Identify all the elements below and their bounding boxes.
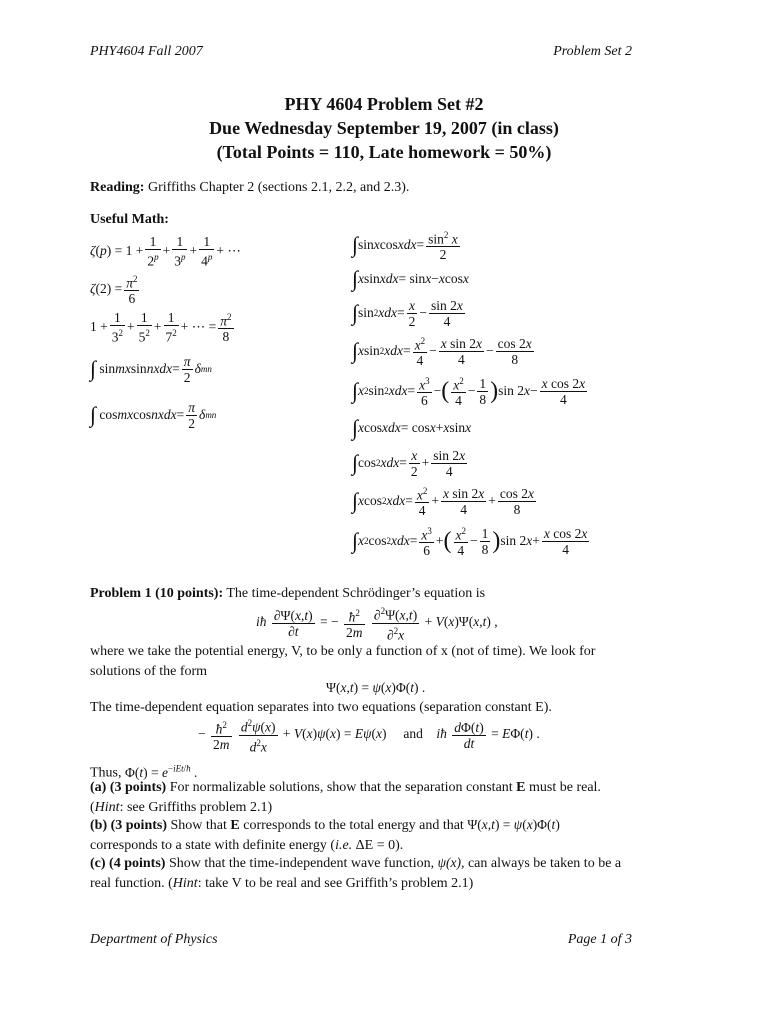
useful-math-label: Useful Math: — [90, 212, 169, 227]
page-title — [0, 92, 768, 164]
footer-right: Page 1 of 3 — [567, 932, 632, 947]
integral-x-sin: ∫ x sin xdx = sin x − x cos x — [352, 266, 469, 291]
formula-odd-sum: 1 + $\frac{1}{3^2}$ + $\frac{1}{5^2}$ + $\frac{1}{7^2}$ + ⋯ = $\frac{\pi^2}{8}$ — [90, 309, 232, 345]
part-c-text: Show that the time-independent wave function, — [165, 856, 438, 871]
integral-cos2: ∫ cos 2 xdx = $\frac{x}{2}$ + $\frac{\sin 2x}{4}$ — [352, 447, 466, 479]
formula-int-sin-sin: ∫ sin mx sin nxdx = $\frac{\pi}{2}$ δ mn — [90, 353, 212, 385]
formula-zeta-2: ζ (2) = $\frac{\pi^2}{6}$ — [90, 273, 138, 307]
problem-1-para-2: The time-dependent equation separates into two equations (separation constant E). — [90, 700, 552, 715]
part-b-equation: Ψ(x,t) = ψ(x)Φ(t) — [467, 817, 560, 832]
part-b-line-1 — [90, 815, 690, 836]
part-b — [90, 815, 690, 856]
para-1-line-1: where we take the potential energy, V, to be only a function of x (not of time). We look for — [90, 644, 596, 659]
math-right-column — [352, 226, 591, 562]
problem-1-intro-text: The time-dependent Schrödinger’s equation is — [223, 586, 486, 601]
problem-1-para-1 — [90, 642, 690, 682]
part-a-label: (a) (3 points) — [90, 780, 167, 795]
integral-sin-cos: ∫ sin x cos xdx = $\frac{\sin^2 x}{2}$ — [352, 229, 458, 263]
reading-label: Reading: — [90, 180, 145, 195]
part-c — [90, 853, 710, 894]
thus-prefix: Thus, — [90, 765, 125, 781]
schrodinger-equation: iħ $\frac{\partial\Psi(x,t)}{\partial t}$ = − $\frac{ħ^2}{2m}$ $\frac{\partial^2\Psi(x,t)}{\partial^2x}$ + V(x)Ψ(x,t) , — [256, 606, 498, 642]
formula-zeta-p: ζ ( p ) = 1 + $\frac{1}{2^p}$ + $\frac{1}{3^p}$ + $\frac{1}{4^p}$ + ⋯ — [90, 233, 241, 269]
header-right: Problem Set 2 — [553, 44, 632, 59]
math-left-column — [90, 232, 241, 438]
part-c-line-1 — [90, 853, 710, 874]
integral-x2-sin2: ∫ x 2 sin 2 xdx = $\frac{x^3}{6}$ − ( $\frac{x^2}{4}$ − $\frac{1}{8}$ ) sin 2 x − $\frac{\text{x cos 2x}}{4}$ — [352, 375, 586, 409]
integral-sin2: ∫ sin 2 xdx = $\frac{x}{2}$ − $\frac{\sin 2x}{4}$ — [352, 297, 463, 329]
part-a-text-2: must be real. — [525, 780, 601, 795]
part-c-equation: ψ(x) — [437, 855, 461, 870]
integral-x-sin2: ∫ x sin 2 xdx = $\frac{x^2}{4}$ − $\frac{\text{x sin 2x}}{4}$ − $\frac{\cos 2x}{8}$ — [352, 335, 532, 369]
integral-x-cos2: ∫ x cos 2 xdx = $\frac{x^2}{4}$ + $\frac{\text{x sin 2x}}{4}$ + $\frac{\cos 2x}{8}$ — [352, 485, 535, 519]
formula-int-cos-cos: ∫ cos mx cos nxdx = $\frac{\pi}{2}$ δ mn — [90, 399, 217, 431]
part-a-hint: (Hint: see Griffiths problem 2.1) — [90, 800, 273, 815]
reading-line — [90, 178, 409, 198]
part-a — [90, 778, 690, 818]
part-b-label: (b) (3 points) — [90, 818, 168, 833]
part-a-line-1 — [90, 778, 690, 798]
separated-equations: − $\frac{ħ^2}{2m}$ $\frac{d^2\psi(x)}{d^2x}$ + V(x)ψ(x) = Eψ(x) and iħ $\frac{d\Phi(t)}{dt}$ = EΦ(t) . — [198, 718, 540, 754]
problem-1-intro — [90, 584, 690, 604]
title-line-1: PHY 4604 Problem Set #2 — [284, 94, 484, 114]
integral-x2-cos2: ∫ x 2 cos 2 xdx = $\frac{x^3}{6}$ + ( $\frac{x^2}{4}$ − $\frac{1}{8}$ ) sin 2 x + $\frac{\text{x cos 2x}}{4}$ — [352, 525, 588, 559]
part-b-symbol: E — [230, 818, 240, 833]
problem-1-heading: Problem 1 (10 points): — [90, 586, 224, 601]
separation-ansatz: Ψ(x,t) = ψ(x)Φ(t) . — [326, 680, 426, 695]
part-b-text: Show that — [167, 818, 231, 833]
reading-text: Griffiths Chapter 2 (sections 2.1, 2.2, and 2.3). — [144, 180, 410, 195]
footer-left: Department of Physics — [90, 932, 218, 947]
part-c-label: (c) (4 points) — [90, 856, 166, 871]
header-left: PHY4604 Fall 2007 — [90, 44, 203, 59]
title-line-3: (Total Points = 110, Late homework = 50%) — [216, 142, 552, 162]
title-line-2: Due Wednesday September 19, 2007 (in class) — [209, 118, 559, 138]
phi-solution: $\Phi(t) = e^{-iEt/ħ}$ . — [125, 763, 198, 780]
para-1-line-2: solutions of the form — [90, 664, 208, 679]
part-c-text-2: , can always be taken to be a — [460, 856, 622, 871]
part-b-line-2: corresponds to a state with definite energy (i.e. ΔE = 0). — [90, 838, 404, 853]
part-b-text-2: corresponds to the total energy and that — [239, 818, 468, 833]
part-a-text: For normalizable solutions, show that the separation constant — [166, 780, 517, 795]
part-c-line-2: real function. (Hint: take V to be real and see Griffith’s problem 2.1) — [90, 876, 474, 891]
part-a-symbol: E — [516, 780, 526, 795]
integral-x-cos: ∫ x cos xdx = cos x + x sin x — [352, 415, 472, 440]
